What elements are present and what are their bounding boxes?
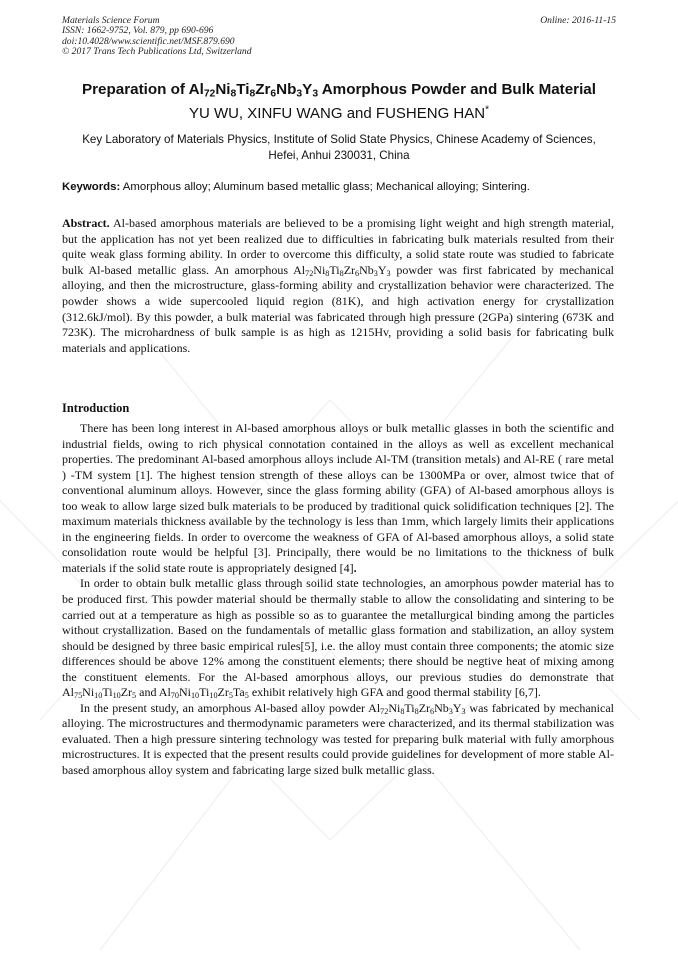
keywords: Keywords: Amorphous alloy; Aluminum based metallic glass; Mechanical alloying; Sintering. — [62, 181, 530, 193]
journal-issn: ISSN: 1662-9752, Vol. 879, pp 690-696 — [62, 25, 214, 37]
journal-name: Materials Science Forum — [62, 15, 160, 26]
paragraph: There has been long interest in Al-based amorphous alloys or bulk metallic glasses in both the scientific and industrial fields, owing to rich physical connotation contained in the alloys as well as excellent mechanical properties. The predominant Al-based amorphous alloys include Al-TM (transition metals) and Al-RE ( rare metal ) -TM system [1]. The highest tension strength of these alloys can be 1300MPa or over, almost twice that of conventional aluminum alloys. However, since the glass forming ability (GFA) of Al-based amorphous alloys is too weak to allow large sized bulk materials to be produced by traditional quick solidification techniques [2]. The maximum materials thickness available by the technology is less than 1mm, which largely limits their applications in the engineering fields. In order to overcome the weakness of GFA of Al-based amorphous alloys, a solid state consolidation route would be helpful [3]. Principally, there would be no limitations to the thickness of bulk materials if the solid state route is appropriately designed [4]. — [62, 421, 614, 575]
online-date: Online: 2016-11-15 — [540, 15, 616, 26]
journal-copyright: © 2017 Trans Tech Publications Ltd, Switzerland — [62, 46, 252, 58]
affiliation: Key Laboratory of Materials Physics, Institute of Solid State Physics, Chinese Academy of Sciences, Hefei, Anhui 230031, China — [82, 133, 596, 162]
journal-header — [62, 16, 616, 58]
section-heading-introduction: Introduction — [62, 401, 130, 415]
paragraph: In order to obtain bulk metallic glass through soilid state technologies, an amorphous powder material has to be produced first. This powder material should be thermally stable to allow the consolidating and sintering to be carried out at a temperature as high as possible so as to guarantee the metallurgical binding among the particles without crystallization. Based on the fundamentals of metallic glass formation and stabilization, an alloy system should be designed by three basic empirical rules[5], i.e. the alloy must contain three components; the atomic size differences should be above 12% among the constituent elements; there should be negtive heat of mixing among the constituent elements. For the Al-based amorphous alloys, our previous studies do demonstrate that $Al_{75}Ni_{10}Ti_{10}Zr_5$ and $Al_{70}Ni_{10}Ti_{10}Zr_5Ta_5$ exhibit relatively high GFA and good thermal stability [6,7]. — [62, 576, 614, 701]
keywords-label: Keywords: — [62, 181, 121, 193]
journal-doi: doi:10.4028/www.scientific.net/MSF.879.690 — [62, 35, 235, 47]
author-list: YU WU, XINFU WANG and FUSHENG HAN* — [188, 104, 490, 122]
abstract: Abstract. Al-based amorphous materials are believed to be a promising light weight and high strength material, but the application has not yet been realized due to difficulties in fabricating bulk materials resulted from their quite weak glass forming ability. In order to overcome this difficulty, a solid state route was studied to fabricate bulk Al-based metallic glass. An amorphous $Al_{72}Ni_8Ti_8Zr_6Nb_3Y_3$ powder was first fabricated by mechanical alloying, and then the microstructure, glass-forming ability and crystallization behavior were characterized. The powder shows a wide supercooled liquid region (81K), and high activation energy for crystallization (312.6kJ/mol). By this powder, a bulk material was fabricated through high pressure (2GPa) sintering (673K and 723K). The microhardness of bulk sample is as high as 1215Hv, providing a solid basis for fabricating bulk materials and applications. — [62, 216, 615, 355]
introduction-body — [62, 421, 614, 779]
paragraph: In the present study, an amorphous Al-based alloy powder $Al_{72}Ni_8Ti_8Zr_6Nb_3Y_3$ was fabricated by mechanical alloying. The microstructures and thermodynamic parameters were characterized, and its thermal stabilization was evaluated. Then a high pressure sintering technology was tested for preparing bulk material with fully amorphous microstructures. It is expected that the present results could provide guidelines for development of more stable Al-based amorphous alloy system and fabricating large sized bulk metallic glass. — [62, 700, 614, 778]
abstract-label: Abstract. — [62, 216, 110, 230]
paper-title: Preparation of $Al_{72}Ni_8Ti_8Zr_6Nb_3Y_3$ Amorphous Powder and Bulk Material — [82, 81, 596, 100]
corresponding-author-mark: * — [485, 104, 490, 116]
